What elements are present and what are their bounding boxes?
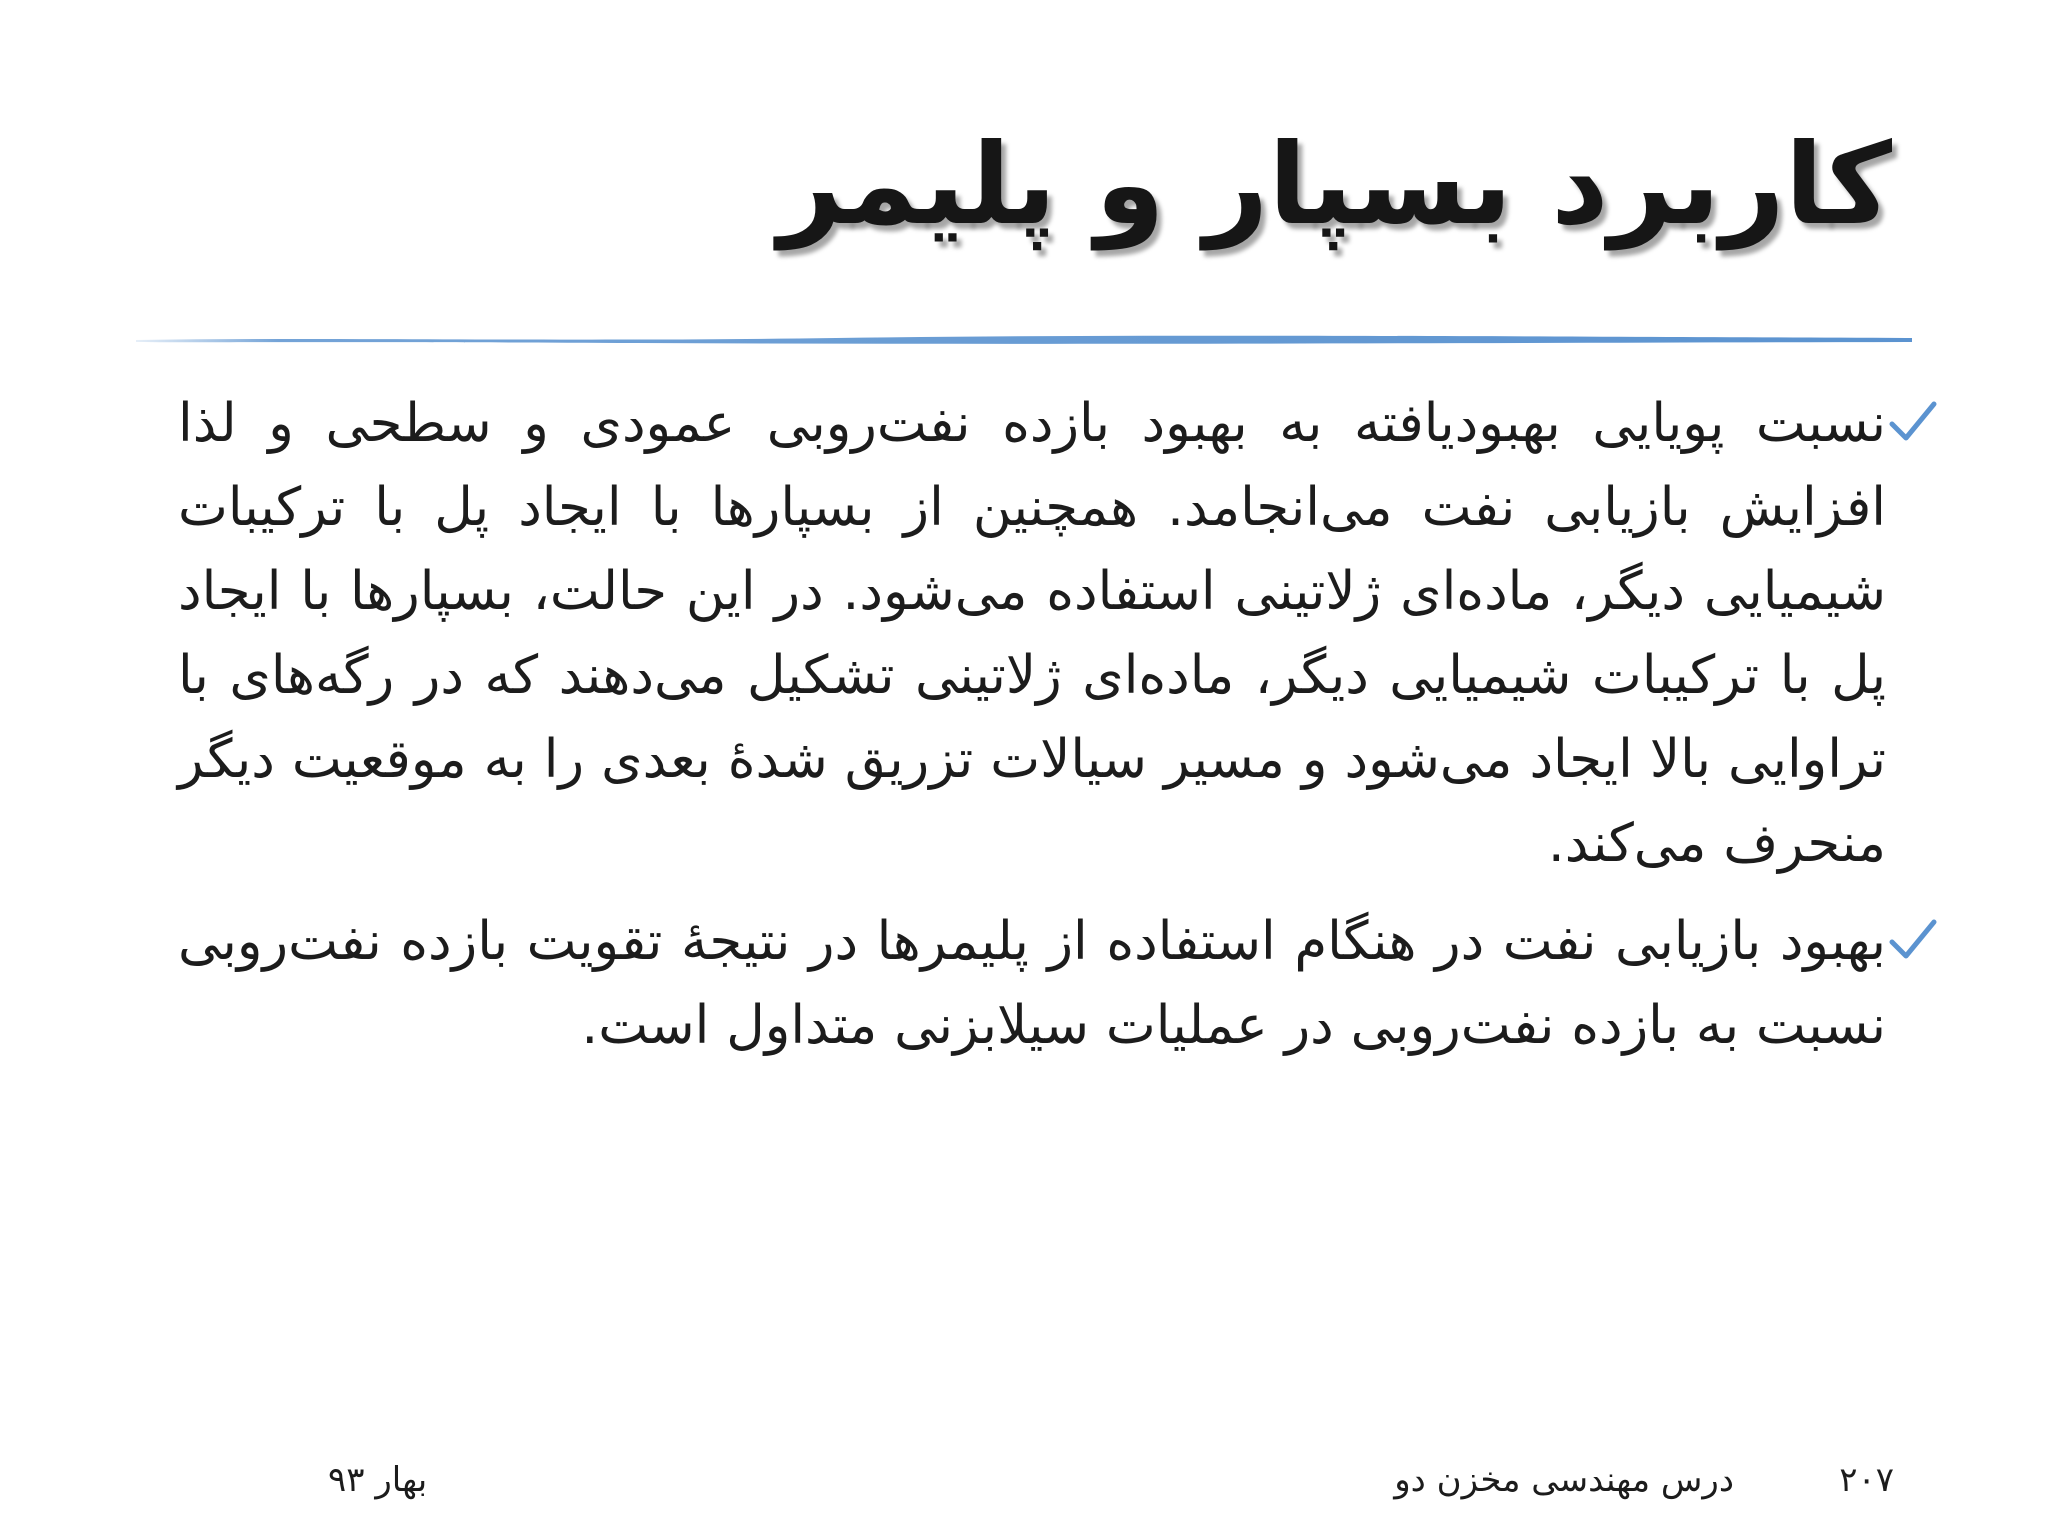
page-number: ۲۰۷ bbox=[1839, 1460, 1894, 1500]
bullet-text: بهبود بازیابی نفت در هنگام استفاده از پلیمرها در نتیجهٔ تقویت بازده نفت‌روبی نسبت به بازده نفت‌روبی در عملیات سیلابزنی متداول است. bbox=[178, 911, 1886, 1056]
bullet-text: نسبت پویایی بهبودیافته به بهبود بازده نفت‌روبی عمودی و سطحی و لذا افزایش بازیابی نفت می‌انجامد. همچنین از بسپارها با ایجاد پل با ترکیبات شیمیایی دیگر، ماده‌ای ژلاتینی استفاده می‌شود. در این حالت، بسپارها با ایجاد پل با ترکیبات شیمیایی دیگر، ماده‌ای ژلاتینی تشکیل می‌دهند که در رگه‌های با تراوایی بالا ایجاد می‌شود و مسیر سیالات تزریق شدهٔ بعدی را به موقعیت دیگر منحرف می‌کند. bbox=[178, 393, 1886, 874]
check-icon bbox=[1888, 918, 1938, 962]
slide-title: کاربرد بسپار و پلیمر bbox=[778, 120, 1892, 250]
bullet-item bbox=[178, 900, 1938, 1068]
bullet-item bbox=[178, 382, 1938, 886]
check-icon bbox=[1888, 400, 1938, 444]
course-name: درس مهندسی مخزن دو bbox=[1394, 1460, 1734, 1500]
term-label: بهار ۹۳ bbox=[328, 1460, 428, 1500]
bullet-list bbox=[178, 382, 1938, 1082]
title-divider bbox=[136, 332, 1912, 346]
